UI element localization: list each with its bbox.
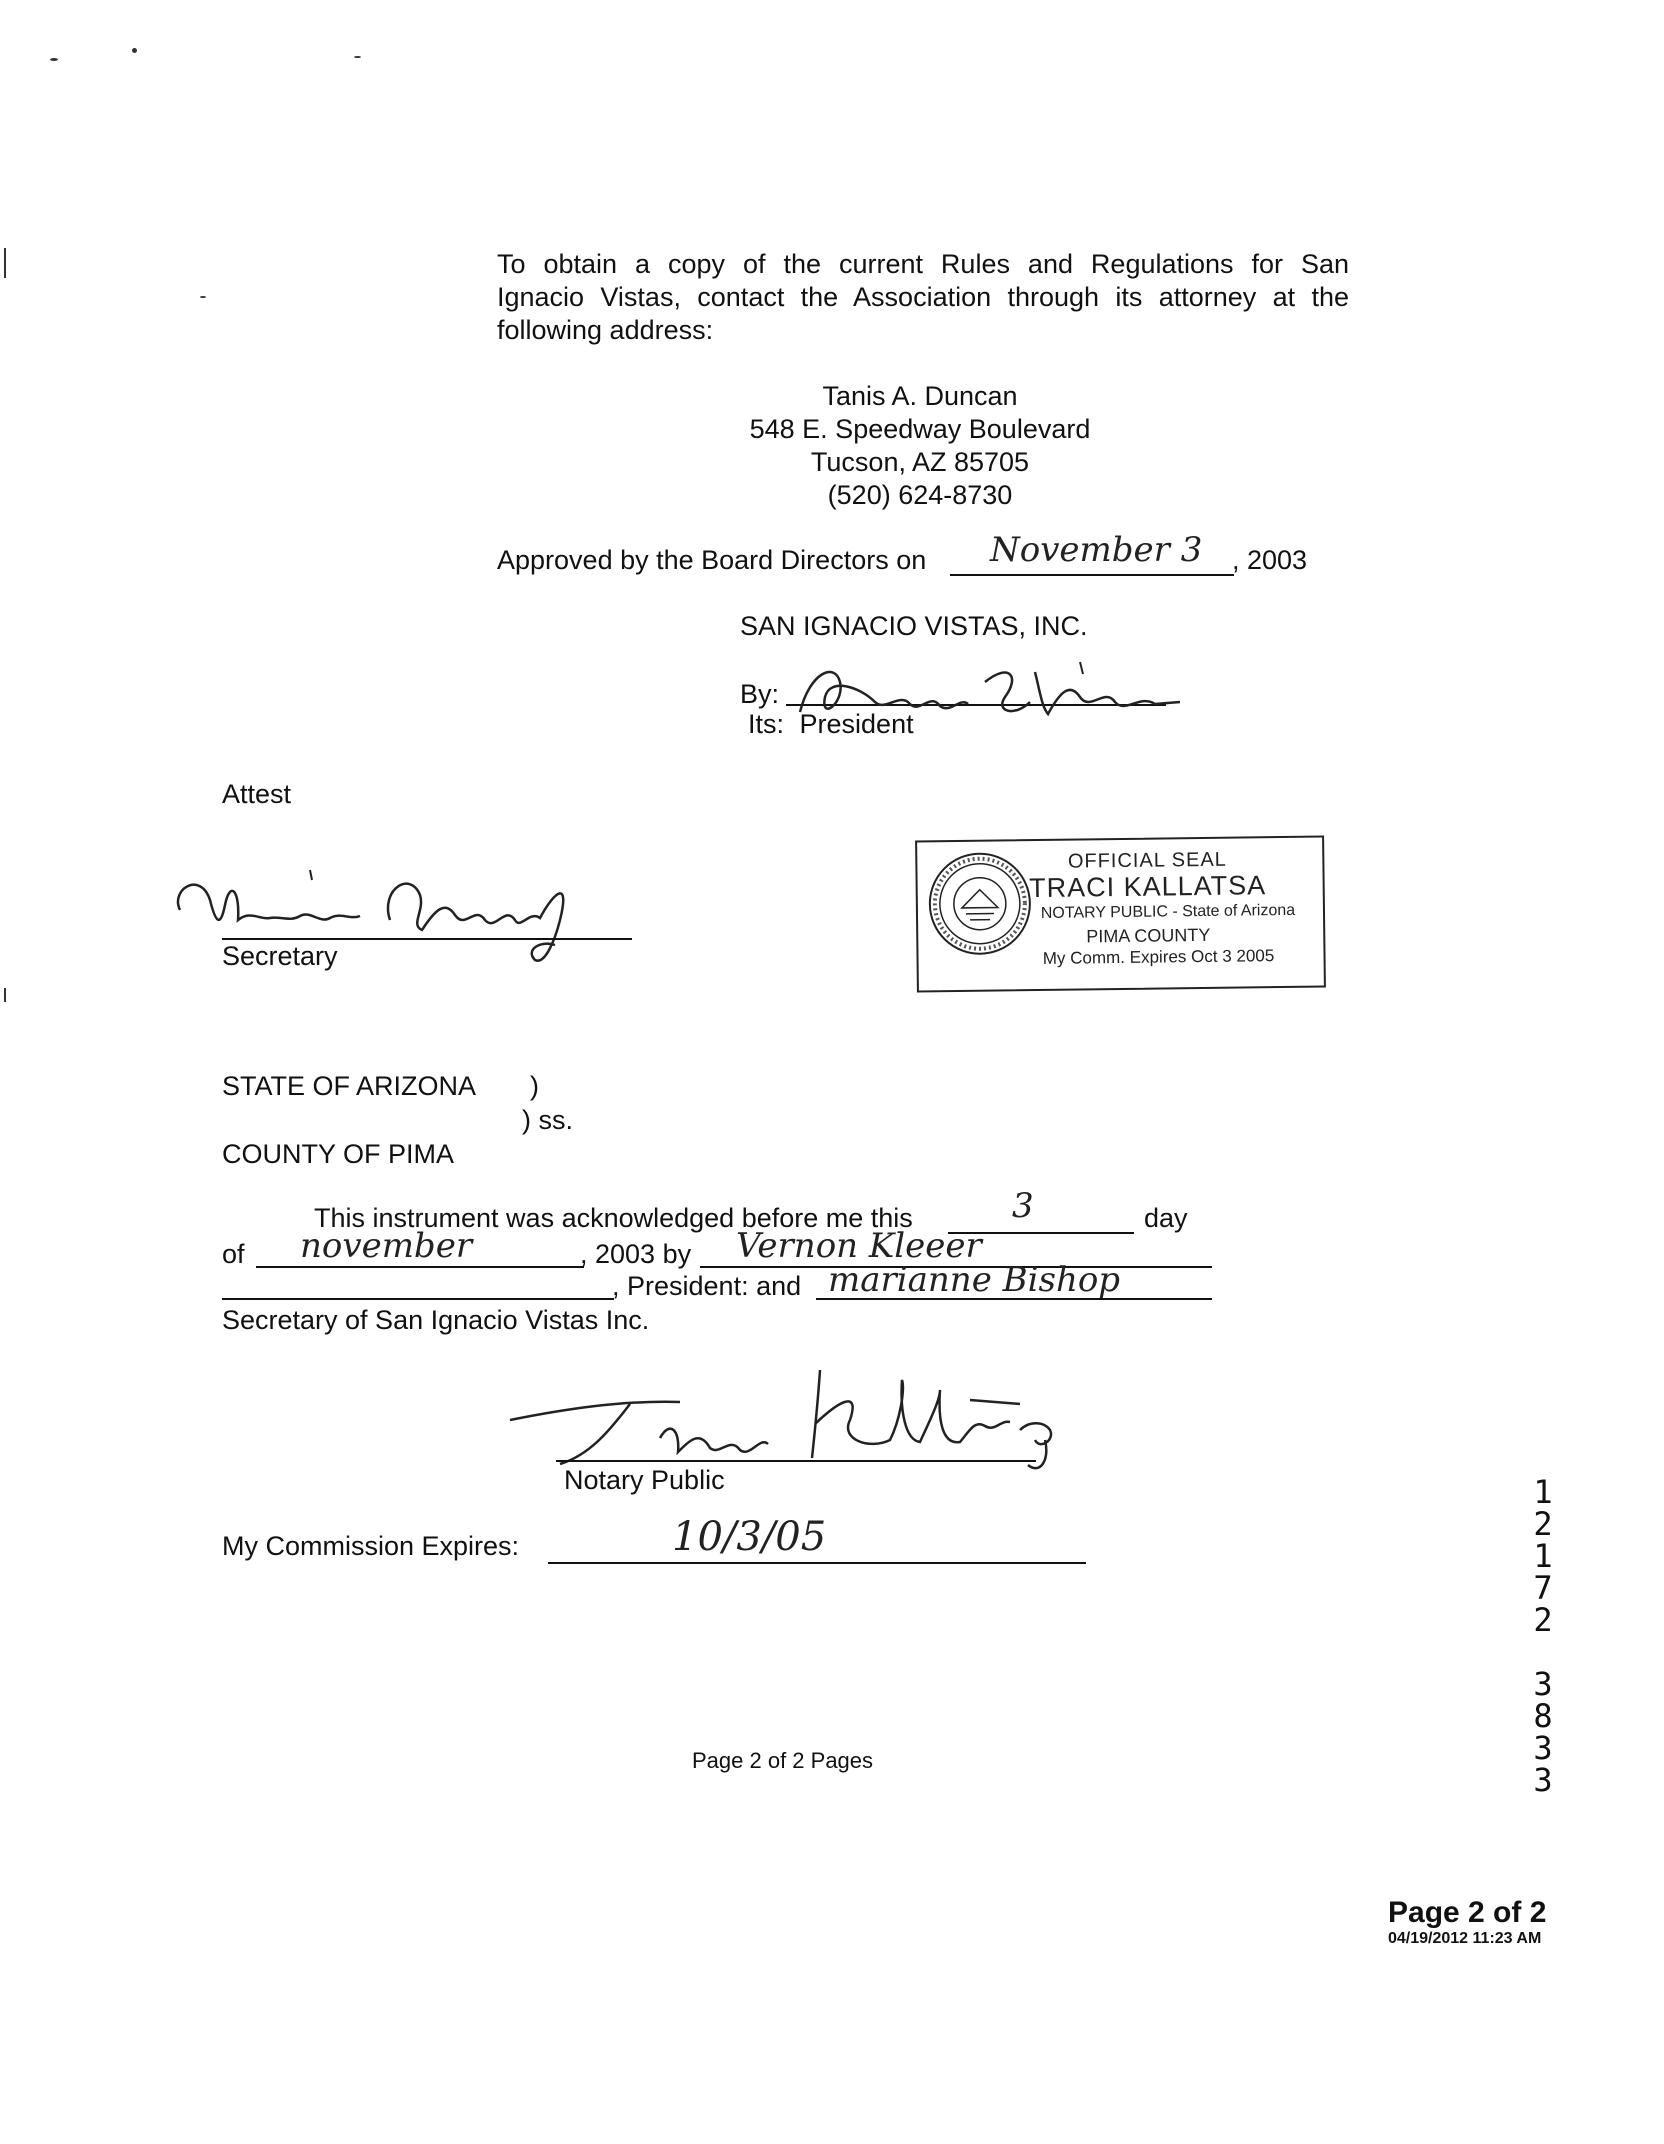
recording-gap xyxy=(1528,1636,1558,1668)
attorney-street: 548 E. Speedway Boulevard xyxy=(749,414,1091,444)
seal-county: PIMA COUNTY xyxy=(1086,924,1211,947)
ack-month-value: november xyxy=(300,1226,473,1266)
recording-digit: 2 xyxy=(1533,1505,1553,1543)
scan-mark xyxy=(4,988,6,1002)
by-label: By: xyxy=(740,679,780,709)
scan-mark xyxy=(50,58,58,61)
ack-blank-line xyxy=(222,1298,614,1300)
scan-mark xyxy=(4,248,6,278)
approval-date-line xyxy=(950,574,1234,576)
attorney-city: Tucson, AZ 85705 xyxy=(810,447,1030,477)
company-name: SAN IGNACIO VISTAS, INC. xyxy=(740,611,1088,641)
scan-mark xyxy=(200,296,206,298)
intro-line-2: Ignacio Vistas, contact the Association through its attorney at the xyxy=(497,282,1349,312)
recording-digit: 2 xyxy=(1533,1601,1553,1639)
seal-title: OFFICIAL SEAL xyxy=(1067,848,1227,873)
intro-line-3: following address: xyxy=(497,315,714,345)
page-number-right: Page 2 of 2 xyxy=(1388,1896,1547,1929)
ack-month-line xyxy=(256,1266,584,1268)
ack-secretary-line-text: Secretary of San Ignacio Vistas Inc. xyxy=(222,1305,650,1335)
ack-president-and: , President: and xyxy=(612,1271,802,1301)
seal-notary: NOTARY PUBLIC - State of Arizona xyxy=(1040,901,1296,922)
seal-expires: My Comm. Expires Oct 3 2005 xyxy=(1042,946,1275,968)
recording-digit: 7 xyxy=(1533,1569,1553,1607)
ack-day-label: day xyxy=(1144,1203,1188,1233)
recording-digit: 3 xyxy=(1533,1665,1553,1703)
timestamp: 04/19/2012 11:23 AM xyxy=(1388,1930,1542,1947)
commission-value: 10/3/05 xyxy=(672,1514,827,1560)
attest-label: Attest xyxy=(222,779,292,809)
recording-digit: 1 xyxy=(1533,1473,1553,1511)
commission-label: My Commission Expires: xyxy=(222,1531,520,1561)
recording-digit: 3 xyxy=(1533,1761,1553,1799)
intro-line-1: To obtain a copy of the current Rules and Regulations for San xyxy=(497,249,1349,279)
notary-signature-line xyxy=(556,1460,1036,1462)
its-label-text: Its: xyxy=(748,709,785,739)
attorney-name: Tanis A. Duncan xyxy=(822,381,1018,411)
notary-signature xyxy=(500,1360,1090,1480)
ack-of-label: of xyxy=(222,1239,245,1269)
official-seal xyxy=(915,836,1326,993)
scan-mark xyxy=(132,48,137,53)
its-value: President xyxy=(799,709,914,739)
attorney-address xyxy=(640,380,1200,512)
ack-intro: This instrument was acknowledged before me this xyxy=(314,1203,913,1233)
notary-label: Notary Public xyxy=(564,1465,725,1495)
recording-digit: 3 xyxy=(1533,1729,1553,1767)
venue-state: STATE OF ARIZONA xyxy=(222,1071,477,1101)
page-number-center: Page 2 of 2 Pages xyxy=(692,1748,874,1773)
seal-name: TRACI KALLATSA xyxy=(1028,870,1267,904)
attorney-phone: (520) 624-8730 xyxy=(827,480,1013,510)
recording-number xyxy=(1528,1473,1558,1799)
ack-secretary-value: marianne Bishop xyxy=(828,1260,1121,1300)
ack-by-value: Vernon Kleeer xyxy=(736,1226,982,1266)
secretary-label: Secretary xyxy=(222,941,338,971)
scan-mark xyxy=(354,56,361,58)
ack-year-by: , 2003 by xyxy=(580,1239,692,1269)
venue-paren: ) xyxy=(530,1071,539,1101)
its-label xyxy=(748,708,914,741)
ack-day-value: 3 xyxy=(1012,1186,1034,1226)
recording-digit: 1 xyxy=(1533,1537,1553,1575)
approval-date-handwritten: November 3 xyxy=(990,530,1203,570)
approval-prefix: Approved by the Board Directors on xyxy=(497,545,927,575)
recording-digit: 8 xyxy=(1533,1697,1553,1735)
approval-year: , 2003 xyxy=(1232,545,1308,575)
commission-line xyxy=(548,1562,1086,1564)
venue-county: COUNTY OF PIMA xyxy=(222,1139,455,1169)
venue-ss: ) ss. xyxy=(522,1105,573,1135)
intro-paragraph xyxy=(497,248,1349,347)
